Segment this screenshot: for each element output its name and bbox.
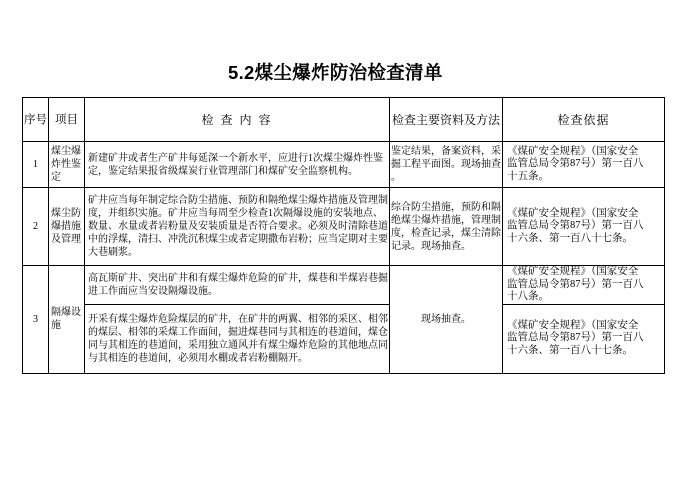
content-cell: 开采有煤尘爆炸危险煤层的矿井，在矿井的两翼、相邻的采区、相邻的煤层、相邻的采煤工作面间，掘进煤巷同与其相连的巷道间，煤仓同与其相连的巷道间，采用独立通风并有煤尘爆炸危险的其他地点同与其相连的巷道间，必须用水棚或者岩粉棚隔开。 — [85, 304, 390, 373]
item-cell: 煤尘防爆措施及管理 — [49, 188, 85, 266]
item-cell: 隔爆设施 — [49, 266, 85, 374]
basis-cell: 《煤矿安全规程》（国家安全监管总局令第87号）第一百八十八条。 — [503, 266, 665, 305]
page-title: 5.2煤尘爆炸防治检查清单 — [228, 62, 443, 83]
basis-cell: 《煤矿安全规程》（国家安全监管总局令第87号）第一百八十六条、第一百八十七条。 — [503, 304, 665, 373]
header-item: 项目 — [49, 98, 85, 142]
method-cell: 现场抽查。 — [390, 266, 503, 374]
serial-number-cell: 2 — [23, 188, 49, 266]
header-inspection-basis: 检查依据 — [503, 98, 665, 142]
checklist-table — [22, 97, 665, 374]
table-header-row — [23, 98, 665, 142]
serial-number-cell: 3 — [23, 266, 49, 374]
content-cell: 高瓦斯矿井、突出矿井和有煤尘爆炸危险的矿井，煤巷和半煤岩巷掘进工作面应当安设隔爆设施。 — [85, 266, 390, 305]
basis-cell: 《煤矿安全规程》（国家安全监管总局令第87号）第一百八十六条、第一百八十七条。 — [503, 188, 665, 266]
item-cell: 煤尘爆炸性鉴定 — [49, 142, 85, 188]
content-cell: 矿井应当每年制定综合防尘措施、预防和隔绝煤尘爆炸措施及管理制度，并组织实施。矿井应当每周至少检查1次隔爆设施的安装地点、数量、水量或者岩粉量及安装质量是否符合要求。必须及时清除巷道中的浮煤，清扫、冲洗沉积煤尘或者定期撒布岩粉；应当定期对主要大巷刷浆。 — [85, 188, 390, 266]
table-row — [23, 142, 665, 188]
serial-number-cell: 1 — [23, 142, 49, 188]
table-row — [23, 266, 665, 305]
content-cell: 新建矿井或者生产矿井每延深一个新水平，应进行1次煤尘爆炸性鉴定，鉴定结果报省级煤炭行业管理部门和煤矿安全监察机构。 — [85, 142, 390, 188]
table-row — [23, 188, 665, 266]
table-row — [23, 304, 665, 373]
method-cell: 综合防尘措施，预防和隔绝煤尘爆炸措施，管理制度，检查记录，煤尘清除记录。现场抽查。 — [390, 188, 503, 266]
method-cell: 鉴定结果，备案资料，采掘工程平面图。现场抽查。 — [390, 142, 503, 188]
header-materials-and-methods: 检查主要资料及方法 — [390, 98, 503, 142]
header-inspection-content: 检 查 内 容 — [85, 98, 390, 142]
basis-cell: 《煤矿安全规程》（国家安全监管总局令第87号）第一百八十五条。 — [503, 142, 665, 188]
header-serial-number: 序号 — [23, 98, 49, 142]
